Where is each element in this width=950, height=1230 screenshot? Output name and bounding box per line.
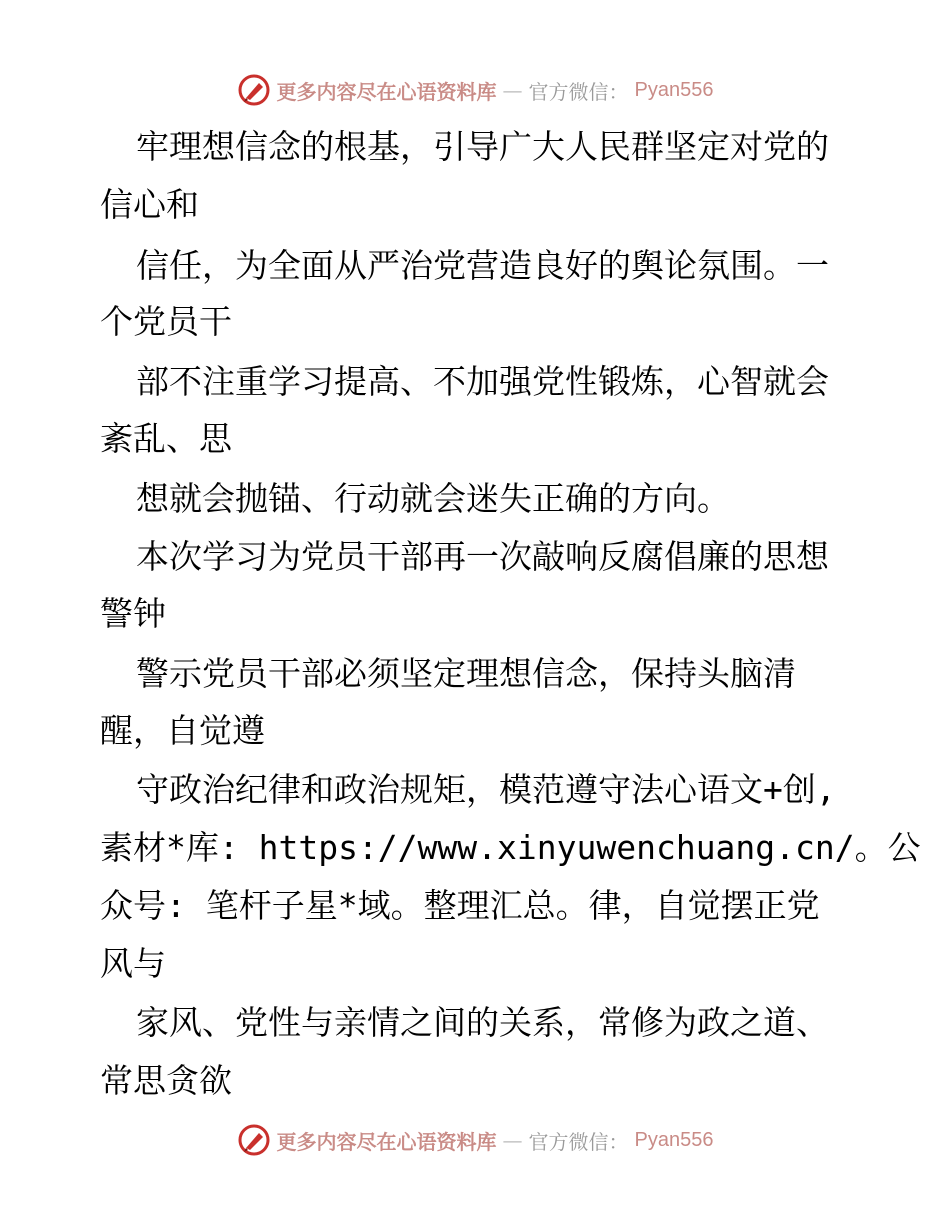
text-line: 众号: 笔杆子星*域。整理汇总。律，自觉摆正党 [100, 886, 820, 925]
text-line: 警钟 [100, 594, 166, 633]
text-line: 本次学习为党员干部再一次敲响反腐倡廉的思想 [136, 537, 829, 576]
text-line: 信任，为全面从严治党营造良好的舆论氛围。一 [136, 246, 829, 285]
watermark-wechat-id: Pyan556 [634, 1128, 714, 1151]
watermark-brand: 更多内容尽在心语资料库 [276, 1129, 497, 1154]
text-line: 家风、党性与亲情之间的关系，常修为政之道、 [136, 1003, 829, 1042]
watermark-wechat-id: Pyan556 [634, 78, 714, 101]
text-line: 警示党员干部必须坚定理想信念，保持头脑清 [136, 654, 796, 693]
text-line: 风与 [100, 944, 166, 983]
text-line: 部不注重学习提高、不加强党性锻炼，心智就会 [136, 362, 829, 401]
text-line: 个党员干 [100, 302, 232, 341]
text-line: 信心和 [100, 185, 199, 224]
text-line: 素材*库: https://www.xinyuwenchuang.cn/。公 [100, 828, 921, 867]
watermark-brand: 更多内容尽在心语资料库 [276, 79, 497, 104]
watermark-separator: — [502, 1128, 523, 1152]
watermark-label: 官方微信： [528, 1129, 629, 1154]
text-line: 紊乱、思 [100, 419, 232, 458]
pen-logo-icon [237, 1123, 271, 1157]
footer-watermark [0, 1120, 950, 1160]
text-line: 牢理想信念的根基，引导广大人民群坚定对党的 [136, 127, 829, 166]
text-line: 醒，自觉遵 [100, 711, 265, 750]
watermark-separator: — [502, 78, 523, 102]
text-line: 守政治纪律和政治规矩，模范遵守法心语文+创, [136, 770, 836, 809]
text-line: 想就会抛锚、行动就会迷失正确的方向。 [136, 479, 730, 518]
watermark-label: 官方微信： [528, 79, 629, 104]
text-line: 常思贪欲 [100, 1061, 232, 1100]
